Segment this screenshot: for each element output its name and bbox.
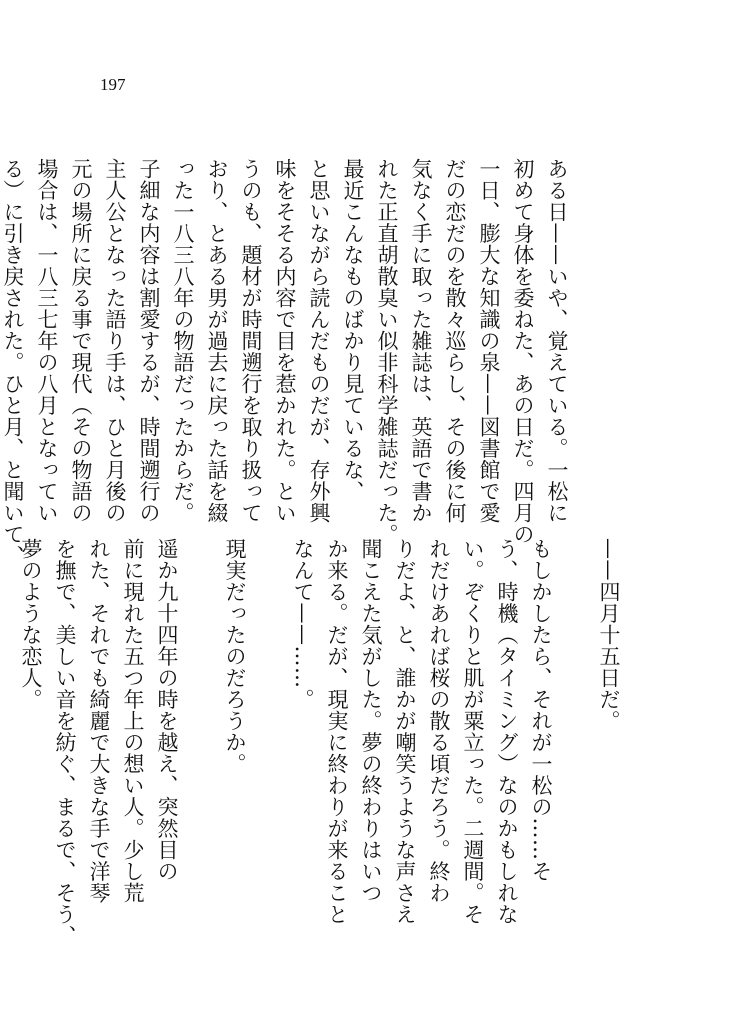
text-column: 前に現れた五つ年上の想い人。少し荒: [121, 538, 145, 904]
text-column: 最近こんなものばかり見ているな、: [341, 158, 365, 502]
text-column: れた正直胡散臭い似非科学雑誌だった。: [375, 158, 399, 545]
text-column: 子細な内容は割愛するが、時間遡行の: [137, 158, 161, 524]
text-column: 主人公となった語り手は、ひと月後の: [103, 158, 127, 524]
text-column: 場合は、一八三七年の八月となってい: [35, 158, 59, 524]
text-column: 遥か九十四年の時を越え、突然目の: [155, 538, 179, 882]
text-column: なんて——……。: [291, 538, 315, 710]
text-column: 一日、膨大な知識の泉——図書館で愛: [477, 158, 501, 524]
text-column: れだけあれば桜の散る頃だろう。終わ: [427, 538, 451, 904]
text-column: る）に引き戻された。ひと月、と聞いて、: [1, 158, 25, 567]
text-column: を撫で、美しい音を紡ぐ、まるで、そう、: [53, 538, 77, 947]
text-column: 聞こえた気がした。夢の終わりはいつ: [359, 538, 383, 904]
text-block-bottom: [14, 538, 626, 947]
text-column: い。ぞくりと肌が粟立った。二週間。そ: [461, 538, 485, 925]
text-column: 元の場所に戻る事で現代（その物語の: [69, 158, 93, 524]
blank-line: [252, 538, 286, 947]
text-column: う、時機（タイミング）なのかもしれな: [495, 538, 519, 925]
text-column: か来る。だが、現実に終わりが来ること: [325, 538, 349, 925]
blank-line: [558, 538, 592, 947]
text-block-top: [0, 158, 574, 567]
text-column: った一八三八年の物語だったからだ。: [171, 158, 195, 524]
text-column: りだよ、と、誰かが嘲笑うような声さえ: [393, 538, 417, 925]
text-column: うのも、題材が時間遡行を取り扱って: [239, 158, 263, 524]
text-column: と思いながら読んだものだが、存外興: [307, 158, 331, 524]
text-column: だの恋だのを散々巡らし、その後に何: [443, 158, 467, 524]
text-column: ある日——いや、覚えている。一松に: [545, 158, 569, 524]
text-column: おり、とある男が過去に戻った話を綴: [205, 158, 229, 524]
text-column: 気なく手に取った雑誌は、英語で書か: [409, 158, 433, 524]
text-column: ——四月十五日だ。: [597, 538, 621, 732]
text-column: 初めて身体を委ねた、あの日だ。四月の: [511, 158, 535, 545]
text-column: 味をそそる内容で目を惹かれた。とい: [273, 158, 297, 524]
page-number: 197: [100, 75, 126, 94]
text-column: れた、それでも綺麗で大きな手で洋琴: [87, 538, 111, 904]
text-column: 夢のような恋人。: [19, 538, 43, 710]
text-column: 現実だったのだろうか。: [223, 538, 247, 775]
blank-line: [184, 538, 218, 947]
text-column: もしかしたら、それが一松の……そ: [529, 538, 553, 882]
